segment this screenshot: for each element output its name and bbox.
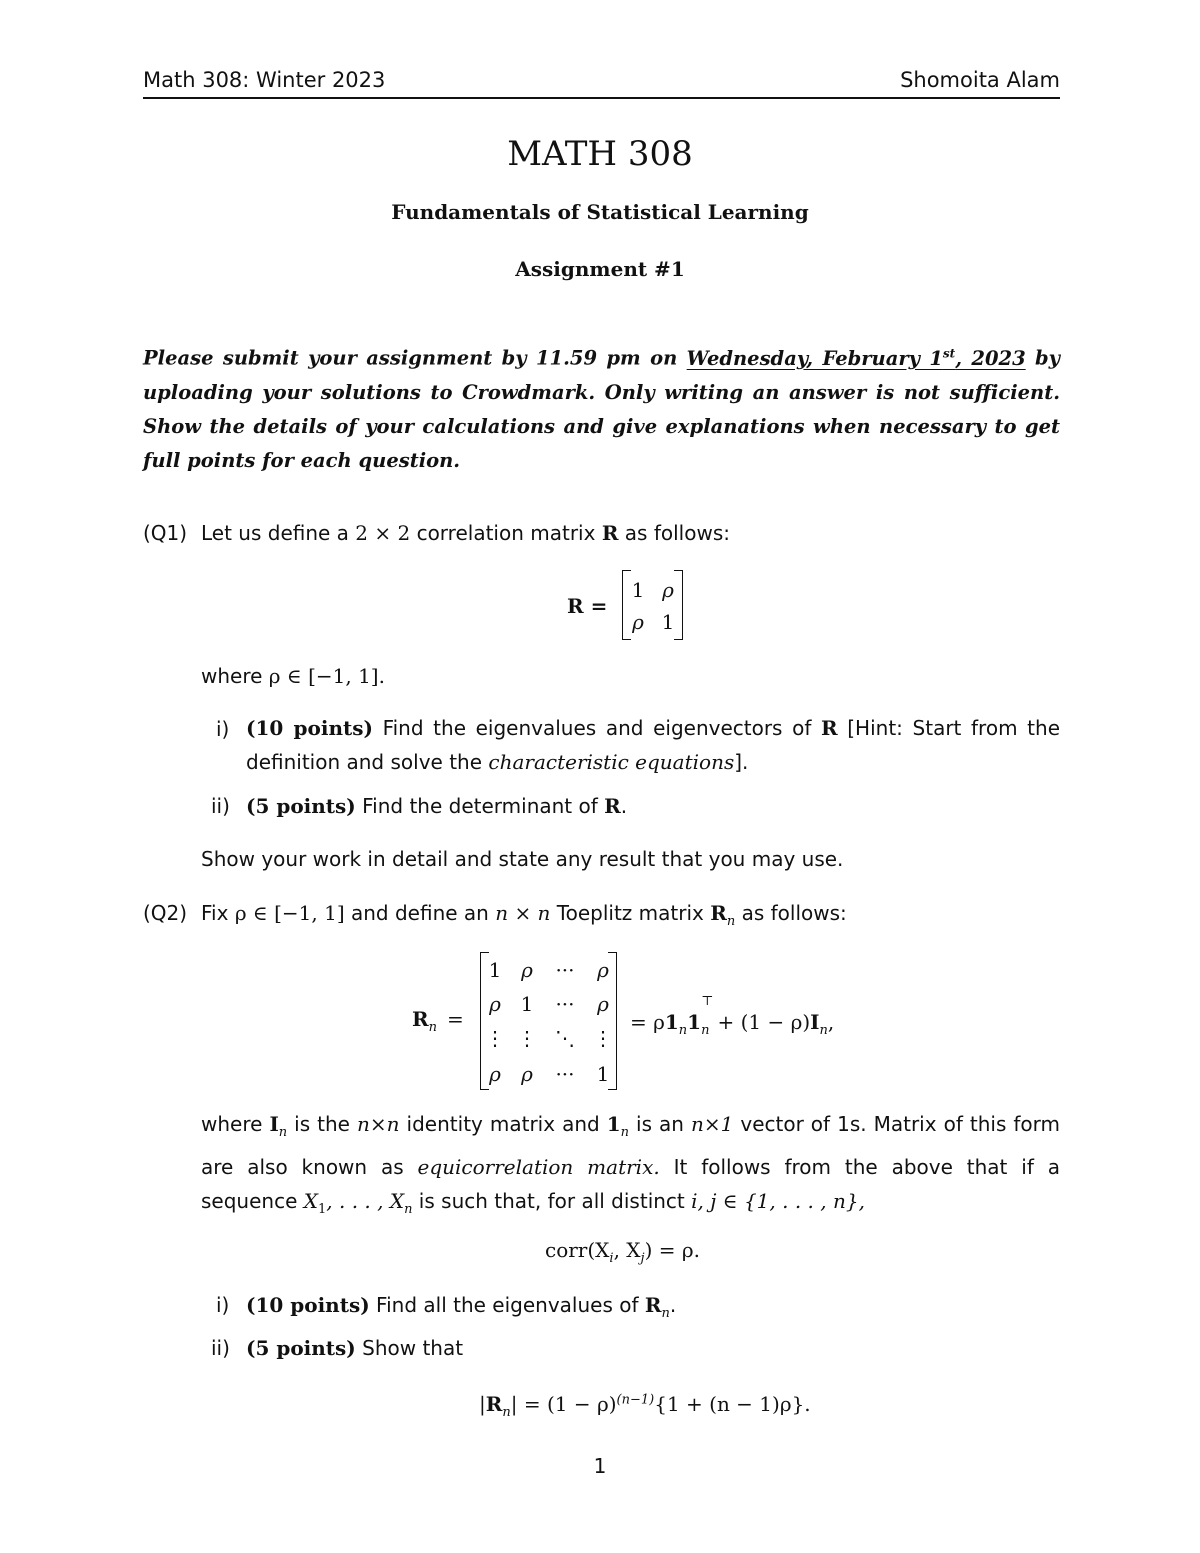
q2-intro-b: and define an — [344, 901, 496, 925]
q2-eq-one: 1 — [664, 1010, 679, 1034]
q2-m-cell: ρ — [597, 992, 609, 1016]
q2-eq-I-sub: n — [819, 1023, 828, 1038]
q2-where-I: I — [269, 1112, 279, 1136]
q2-where-g: is such that, for all distinct — [412, 1189, 692, 1213]
q1-show-work: Show your work in detail and state any result that you may use. — [201, 847, 844, 871]
q2-R: R — [710, 901, 727, 925]
q2-i-period: . — [669, 1293, 677, 1317]
q1-m22: 1 — [661, 610, 675, 634]
deadline-day: Wednesday, February 1 — [686, 346, 943, 370]
q2-where-d: is an — [629, 1112, 691, 1136]
q2-eq-one-b-sub: n — [701, 1023, 710, 1038]
q2-i-label: i) — [216, 1293, 230, 1317]
q2-equi: equicorrelation matrix. — [417, 1155, 660, 1179]
q1-i-label: i) — [216, 717, 230, 741]
q2-eq-end: , — [827, 1010, 835, 1034]
q2-seq-subn: n — [404, 1202, 413, 1217]
q2-m-cell: 1 — [520, 992, 534, 1016]
q2-where-I-sub: n — [278, 1125, 288, 1140]
intro-part1: Please submit your assignment by 11.59 pm on — [143, 346, 687, 370]
q2-corr-j: j — [640, 1251, 645, 1266]
q2-m-cell: ⋮ — [485, 1026, 505, 1050]
q1-m21: ρ — [632, 610, 644, 634]
q1-R: R — [601, 521, 619, 545]
q1-where-a: where — [201, 664, 269, 688]
q1-ii-text: Find the determinant of — [355, 794, 605, 818]
q1-intro-b: correlation matrix — [410, 521, 602, 545]
q2-dims: n × n — [495, 901, 551, 925]
q1-ii-label: ii) — [211, 794, 230, 818]
q2-eq-transpose: ⊤ — [701, 994, 714, 1009]
q2-corr — [545, 1238, 700, 1266]
q2-where-one: 1 — [606, 1112, 621, 1136]
q2-where — [201, 1107, 1060, 1227]
q1-ii-period: . — [620, 794, 628, 818]
q2-m-cell: 1 — [488, 958, 502, 982]
q2-m-cell: ρ — [521, 958, 533, 982]
q1-ii-points: (5 points) — [246, 794, 356, 818]
q2-where-dims2: n×1 — [690, 1112, 734, 1136]
q1-ii-R: R — [604, 794, 621, 818]
q1-where — [201, 664, 385, 688]
q1-dims: 2 × 2 — [355, 521, 411, 545]
q2-intro-a: Fix — [201, 901, 235, 925]
q2-ii-label: ii) — [211, 1336, 230, 1360]
q2-where-c: identity matrix and — [399, 1112, 607, 1136]
q2-seq: X — [303, 1189, 318, 1213]
q2-m-cell: ρ — [489, 1062, 501, 1086]
page-subtitle: Fundamentals of Statistical Learning — [391, 200, 809, 224]
q1-part-ii — [246, 794, 627, 818]
q2-corr-end: ) = ρ. — [644, 1238, 700, 1262]
q2-i-text: Find all the eigenvalues of — [369, 1293, 645, 1317]
submission-instructions — [143, 336, 1060, 478]
q2-det-a: | — [479, 1392, 486, 1416]
q1-i-R: R — [821, 716, 838, 740]
q1-eq-lhs: R = — [567, 594, 608, 618]
q2-eq-R: R — [412, 1007, 429, 1031]
q1-rho-range: ρ ∈ [−1, 1]. — [268, 664, 385, 688]
q2-i-R-sub: n — [661, 1306, 670, 1321]
q2-where-b: is the — [287, 1112, 358, 1136]
q2-i-R: R — [644, 1293, 662, 1317]
header-author: Shomoita Alam — [900, 68, 1060, 92]
deadline-year: , 2023 — [955, 346, 1026, 370]
q2-where-one-sub: n — [620, 1125, 630, 1140]
q2-intro-d: as follows: — [735, 901, 847, 925]
q2-m-cell: ρ — [597, 958, 609, 982]
q2-eq-rho: = ρ — [630, 1010, 665, 1034]
q2-eq-rhs-b: + (1 − ρ) — [711, 1010, 811, 1034]
q2-eq-R-sub: n — [428, 1020, 437, 1035]
q2-m-cell: ρ — [521, 1062, 533, 1086]
q2-where-a: where — [201, 1112, 270, 1136]
q2-part-i — [246, 1293, 676, 1321]
header-course-term: Math 308: Winter 2023 — [143, 68, 386, 92]
q1-intro-a: Let us define a — [201, 521, 356, 545]
q1-label: (Q1) — [143, 521, 188, 545]
q2-eq-I: I — [810, 1010, 820, 1034]
q2-R-sub: n — [726, 914, 736, 929]
q2-det-R: R — [485, 1392, 503, 1416]
q2-m-cell: ⋮ — [593, 1026, 613, 1050]
q1-part-i — [246, 711, 1060, 779]
q1-m11: 1 — [631, 578, 645, 602]
q2-intro — [201, 901, 847, 929]
page-title: MATH 308 — [507, 134, 693, 174]
q2-det-c: {1 + (n − 1)ρ}. — [654, 1392, 811, 1416]
q2-eq-one-b: 1 — [687, 1010, 702, 1034]
intro-part2: by uploading your solutions to Crowdmark. Only writing an answer is not sufficient. Show the details of your calculations and give explanations when necessary to get full points for each question. — [143, 346, 1060, 472]
q2-intro-c: Toeplitz matrix — [550, 901, 711, 925]
q2-det-b: | = (1 − ρ) — [510, 1392, 617, 1416]
q2-eq-rhs — [630, 994, 835, 1038]
deadline — [687, 347, 1026, 370]
deadline-sup: st — [942, 346, 956, 360]
q2-part-ii — [246, 1336, 463, 1360]
q2-where-e: vector of 1s. Matrix of this form are also known as — [201, 1112, 1061, 1179]
q2-i-points: (10 points) — [246, 1293, 370, 1317]
q2-corr-mid: , X — [613, 1238, 641, 1262]
q2-m-cell: 1 — [596, 1062, 610, 1086]
header-rule — [143, 97, 1060, 99]
q2-seq-dots: , . . . , X — [326, 1189, 405, 1213]
q2-m-cell: ⋱ — [555, 1026, 575, 1050]
q2-rho-range: ρ ∈ [−1, 1] — [234, 901, 345, 925]
q1-i-italic: characteristic equations — [488, 750, 735, 774]
assignment-number: Assignment #1 — [515, 257, 685, 281]
page-number: 1 — [593, 1454, 607, 1478]
q2-corr-a: corr(X — [545, 1238, 610, 1262]
q1-intro — [201, 521, 730, 545]
q1-intro-c: as follows: — [618, 521, 730, 545]
q2-ii-text: Show that — [355, 1336, 464, 1360]
q2-where-f: It follows from the above that if a sequence — [201, 1155, 1060, 1213]
q2-m-cell: ··· — [555, 958, 575, 982]
q2-seq-sub1: 1 — [317, 1202, 327, 1217]
q2-eq-equals: = — [447, 1007, 464, 1031]
q2-corr-i: i — [609, 1251, 614, 1266]
q2-m-cell: ··· — [555, 992, 575, 1016]
q2-m-cell: ρ — [489, 992, 501, 1016]
q1-i-text-b: [Hint: Start from the definition and solve the — [246, 716, 1060, 774]
q2-label: (Q2) — [143, 901, 188, 925]
q2-eq-lhs — [412, 1007, 464, 1035]
q1-i-text-a: Find the eigenvalues and eigenvectors of — [372, 716, 821, 740]
q2-det-R-sub: n — [502, 1405, 511, 1420]
q2-ii-points: (5 points) — [246, 1336, 356, 1360]
q2-m-cell: ··· — [555, 1062, 575, 1086]
q1-m12: ρ — [662, 578, 674, 602]
q2-eq-one-sub: n — [678, 1023, 688, 1038]
q2-determinant-eq — [479, 1392, 811, 1420]
q2-det-exp: (n−1) — [616, 1392, 655, 1408]
q2-ij: i, j ∈ {1, . . . , n}, — [691, 1189, 865, 1213]
q1-i-text-c: ]. — [734, 750, 749, 774]
q1-i-points: (10 points) — [246, 716, 373, 740]
q2-where-dims: n×n — [357, 1112, 400, 1136]
q2-m-cell: ⋮ — [517, 1026, 537, 1050]
